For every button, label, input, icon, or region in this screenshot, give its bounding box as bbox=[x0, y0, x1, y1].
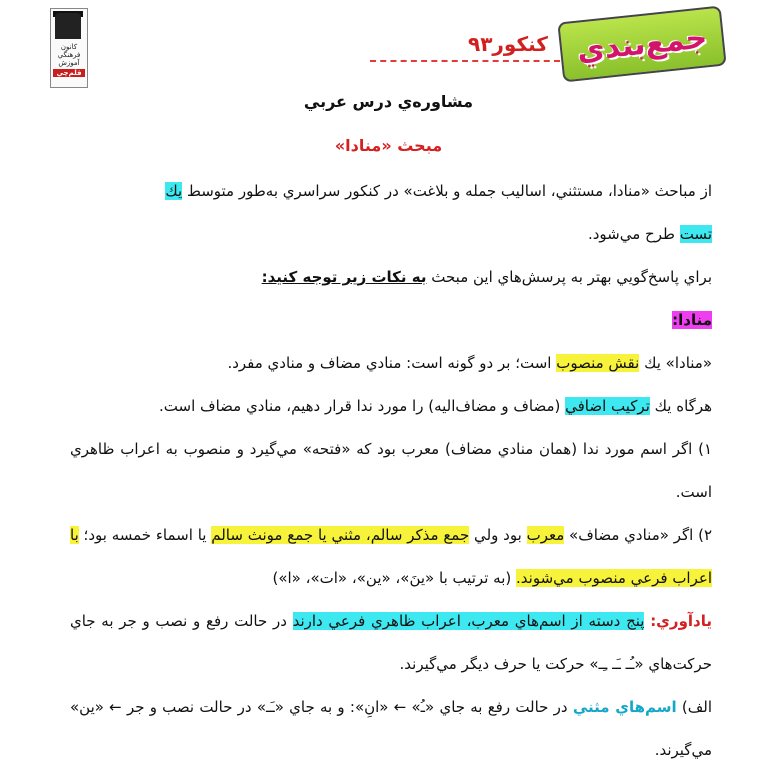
paragraph-mozaf: هرگاه يك تركيب اضافي (مضاف و مضاف‌اليه) را مورد ندا قرار دهيم، منادي مضاف است. bbox=[159, 397, 712, 415]
paragraph-definition: «منادا» يك نقش منصوب است؛ بر دو گونه است: منادي مضاف و منادي مفرد. bbox=[227, 354, 712, 372]
paragraph-intro: از مباحث «منادا، مستثني، اساليب جمله و بلاغت» در كنكور سراسري به‌طور متوسط يك تست طرح مي‌شود. bbox=[165, 182, 712, 243]
document-body bbox=[70, 170, 712, 772]
highlight-tarkib: تركيب اضافي bbox=[565, 397, 650, 415]
jambandi-badge: جمع‌بندي bbox=[557, 6, 726, 83]
highlight-test: تست bbox=[679, 225, 712, 243]
paragraph-rule-1: ۱) اگر اسم مورد ندا (همان منادي مضاف) معرب بود كه «فتحه» مي‌گيرد و منصوب به اعراب ظاهري است. bbox=[70, 440, 712, 501]
section-heading bbox=[70, 299, 712, 342]
highlight-earab: با اعراب فرعي منصوب مي‌شوند. bbox=[70, 526, 712, 587]
section-label-monada: منادا: bbox=[672, 311, 712, 329]
paragraph-reminder: يادآوري: پنج دسته از اسم‌هاي معرب، اعراب ظاهري فرعي دارند در حالت رفع و نصب و جر به جاي حركت‌هاي «ـُـ ـَـ ـِـ» حركت يا حرف ديگر مي‌گيرند. bbox=[70, 612, 712, 673]
page-header bbox=[0, 0, 777, 90]
paragraph-alef: الف) اسم‌هاي مثني در حالت رفع به جاي «ـُ» ← «انِ»: و به جاي «ـَـ» در حالت نصب و جر ← «ين» مي‌گيرند. bbox=[70, 698, 712, 759]
page-title: مشاوره‌ي درس عربي bbox=[303, 92, 474, 111]
underlined-note: به نكات زير توجه كنيد: bbox=[261, 268, 427, 286]
reminder-label: يادآوري: bbox=[650, 612, 712, 630]
logo-text: كانون فرهنگي آموزش قلم‌چي bbox=[53, 43, 85, 77]
highlight-moarab: معرب bbox=[526, 526, 565, 544]
highlight-panj: پنج دسته از اسم‌هاي معرب، اعراب ظاهري فرعي دارند bbox=[292, 612, 645, 630]
dashed-divider bbox=[370, 60, 560, 62]
paragraph-rule-2: ۲) اگر «منادي مضاف» معرب بود ولي جمع مذكر سالم، مثني يا جمع مونث سالم يا اسماء خمسه بود؛ با اعراب فرعي منصوب مي‌شوند. (به ترتيب با «ينَ»، «ين»، «ات»، «ا») bbox=[70, 526, 713, 587]
graduate-figure-icon bbox=[55, 13, 81, 39]
paragraph-instruction: براي پاسخ‌گويي بهتر به پرسش‌هاي اين مبحث به نكات زير توجه كنيد: bbox=[261, 268, 712, 286]
highlight-naqsh: نقش منصوب bbox=[556, 354, 640, 372]
highlight-yek: يك bbox=[165, 182, 183, 200]
konkur-label: كنكور۹۳ bbox=[468, 32, 548, 56]
publisher-logo bbox=[50, 8, 88, 88]
page-subtitle: مبحث «منادا» bbox=[334, 136, 443, 155]
highlight-jam: جمع مذكر سالم، مثني يا جمع مونث سالم bbox=[211, 526, 470, 544]
colored-mosanna: اسم‌هاي مثني bbox=[572, 698, 677, 716]
